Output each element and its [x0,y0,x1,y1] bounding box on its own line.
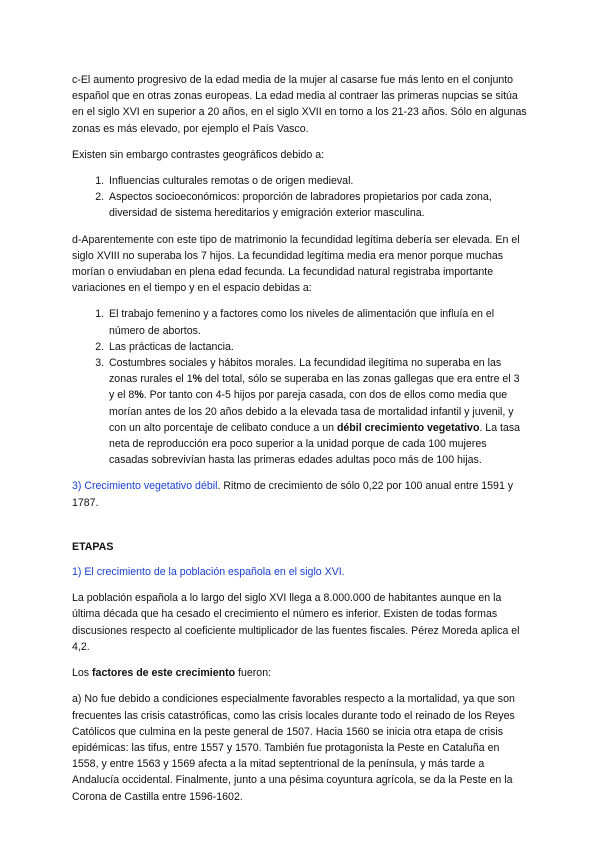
item3-text-a: Costumbres sociales y hábitos morales. La fecundidad ilegítima no superaba en las zonas rurales el 1 [109,357,502,386]
item3-text-b: del total, sólo se superaba en las zonas gallegas que era entre el 3 y el 8 [109,373,520,402]
fertility-factors-list [72,306,527,468]
list-item [107,355,527,468]
list-item: 1. El trabajo femenino y a factores como los niveles de alimentación que influía en el número de abortos. [107,306,527,338]
paragraph-d: d-Aparentemente con este tipo de matrimonio la fecundidad legítima debería ser elevada. En el siglo XVIII no superaba los 7 hijos. La fecundidad legítima media era menor porque muchas morían o enviudaban en plena edad fecunda. La fecundidad natural registraba importante variaciones en el tiempo y en el espacio debidas a: [72,233,520,295]
growth-paragraph [72,478,527,510]
contrasts-intro: Existen sin embargo contrastes geográficos debido a: [72,148,325,161]
list-item: 2. Aspectos socioeconómicos: proporción de labradores propietarios por cada zona, diversidad de sistema hereditarios y emigración exterior masculina. [107,189,527,221]
growth-text: . Ritmo de crecimiento de sólo 0,22 por 100 anual entre 1591 y 1787. [72,480,514,509]
factors-intro-a: Los [72,667,93,680]
factors-intro-bold: factores de este crecimiento [92,667,236,680]
item3-text-c: . Por tanto con 4-5 hijos por pareja casada, con dos de ellos como media que morían antes de los 20 años debido a la elevada tasa de mortalidad infantil y juvenil, y con un alto porcentaje de celibato conduce a un [109,389,514,434]
document-page [72,72,527,815]
percent-sign: % [134,389,144,402]
section1-paragraph: La población española a lo largo del siglo XVI llega a 8.000.000 de habitantes aunque en la última década que ha cesado el crecimiento el número es inferior. Existen de todas formas discusiones respecto al coeficiente multiplicador de las fuentes fiscales. Pérez Moreda aplica el 4,2. [72,592,520,653]
list-item: 2. Las prácticas de lactancia. [107,339,527,355]
paragraph-a: a) No fue debido a condiciones especialmente favorables respecto a la mortalidad, ya que son frecuentes las crisis catastróficas, como las crisis locales durante todo el reinado de los Reyes Católicos que culmina en la peste general de 1507. Hacia 1560 se inicia otra etapa de crisis epidémicas: las tifus, entre 1557 y 1570. También fue protagonista la Peste en Cataluña en 1558, y entre 1563 y 1569 afecta a la mitad septentrional de la península, y más tarde a Andalucía occidental. Finalmente, junto a una pésima coyuntura agrícola, se da la Peste en la Corona de Castilla entre 1596-1602. [72,693,515,803]
item3-text-d: . La tasa neta de reproducción era poco superior a la unidad porque de cada 100 mujeres casadas sobrevivían hasta las primeras edades adultas poco más de 100 hijas. [109,421,521,467]
growth-link[interactable]: 3) Crecimiento vegetativo débil [72,480,218,493]
item3-bold-term: débil crecimiento vegetativo [336,421,480,434]
factors-intro-b: fueron: [235,667,272,680]
factors-intro [72,665,527,681]
list-item: 1. Influencias culturales remotas o de origen medieval. [107,173,527,189]
etapas-heading: ETAPAS [72,540,114,553]
contrasts-list [72,173,527,222]
paragraph-c: c-El aumento progresivo de la edad media de la mujer al casarse fue más lento en el conjunto español que en otras zonas europeas. La edad media al contraer las primeras nupcias se sitúa en el siglo XVI en superior a 20 años, en el siglo XVII en torno a los 21-23 años. Sólo en algunas zonas es más elevado, por ejemplo el País Vasco. [72,74,527,135]
section1-title[interactable]: 1) El crecimiento de la población española en el siglo XVI. [72,566,345,579]
percent-sign: % [192,373,203,386]
